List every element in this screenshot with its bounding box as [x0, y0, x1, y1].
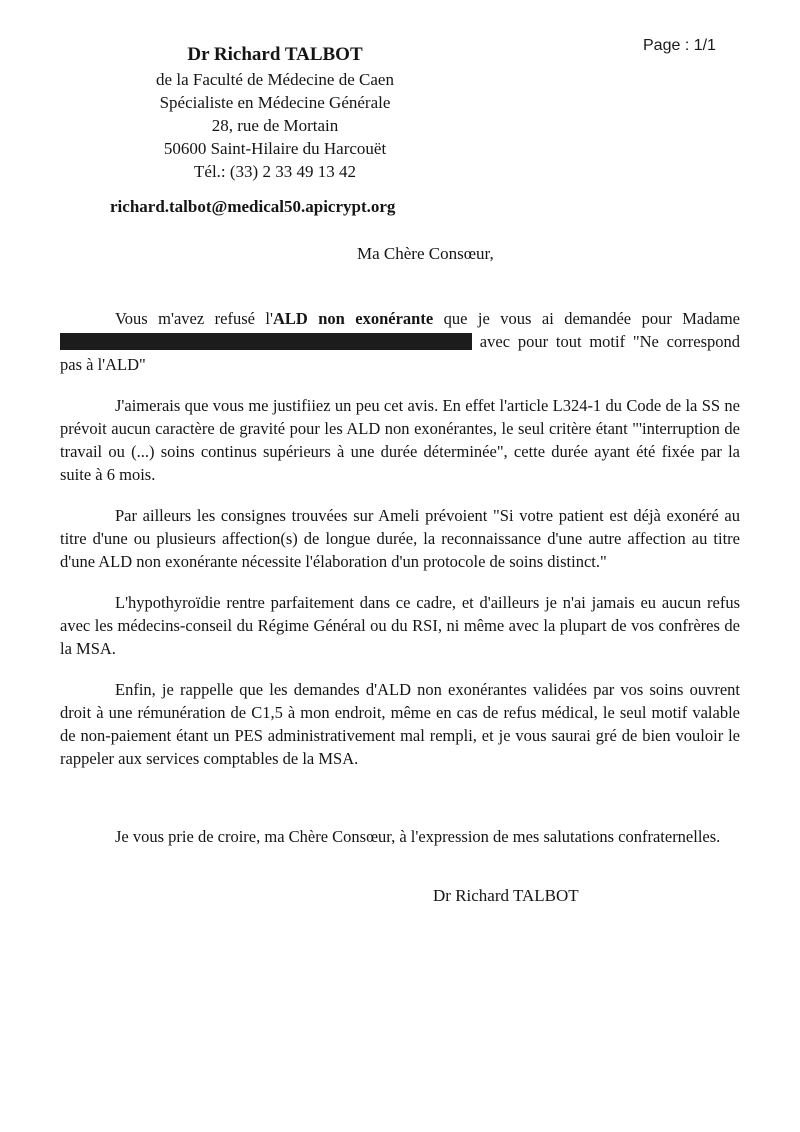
paragraph-refusal [60, 307, 740, 376]
page-number-indicator: Page : 1/1 [643, 37, 716, 54]
signature-name: Dr Richard TALBOT [433, 886, 579, 905]
paragraph-refusal-text-start: Vous m'avez refusé l' [115, 309, 273, 328]
letterhead-specialty: Spécialiste en Médecine Générale [159, 93, 391, 112]
paragraph-remuneration: Enfin, je rappelle que les demandes d'ALD non exonérantes validées par vos soins ouvrent droit à une rémunération de C1,5 à mon endroit, même en cas de refus médical, le seul motif valable de non-paiement étant un PES administrativement mal rempli, et je vous saurai gré de bien vouloir le rappeler aux services comptables de la MSA. [60, 680, 740, 768]
email-address: richard.talbot@medical50.apicrypt.org [110, 197, 396, 216]
letterhead [60, 42, 490, 183]
letterhead-street-address: 28, rue de Mortain [211, 116, 339, 135]
letterhead-city: 50600 Saint-Hilaire du Harcouët [163, 139, 387, 158]
closing-paragraph: Je vous prie de croire, ma Chère Consœur, à l'expression de mes salutations confraternelles. [115, 827, 721, 846]
redacted-patient-name-bar [60, 333, 472, 350]
paragraph-refusal-text-mid: que je vous ai demandée pour Madame [433, 309, 740, 328]
paragraph-hypothyroidie: L'hypothyroïdie rentre parfaitement dans ce cadre, et d'ailleurs je n'ai jamais eu aucun refus avec les médecins-conseil du Régime Général ou du RSI, ni même avec la plupart de vos confrères de la MSA. [60, 593, 740, 658]
paragraph-article-l324: J'aimerais que vous me justifiiez un peu cet avis. En effet l'article L324-1 du Code de la SS ne prévoit aucun caractère de gravité pour les ALD non exonérantes, le seul critère étant "'interruption de travail ou (...) soins continus supérieurs à une durée déterminée", cette durée ayant été fixée par la suite à 6 mois. [60, 396, 740, 484]
salutation: Ma Chère Consœur, [357, 244, 494, 263]
letterhead-phone: Tél.: (33) 2 33 49 13 42 [194, 162, 356, 181]
letter-body [60, 307, 740, 907]
letterhead-doctor-name: Dr Richard TALBOT [187, 44, 363, 65]
paragraph-ameli: Par ailleurs les consignes trouvées sur Ameli prévoient "Si votre patient est déjà exonéré au titre d'une ou plusieurs affection(s) de longue durée, la reconnaissance d'une autre affection au titre d'une ALD non exonérante nécessite l'élaboration d'un protocole de soins distinct." [60, 506, 740, 571]
paragraph-refusal-text-end: avec pour tout motif "Ne correspond pas à l'ALD" [60, 332, 740, 374]
paragraph-refusal-bold-ald: ALD non exonérante [272, 309, 434, 328]
letterhead-faculty: de la Faculté de Médecine de Caen [156, 70, 394, 89]
